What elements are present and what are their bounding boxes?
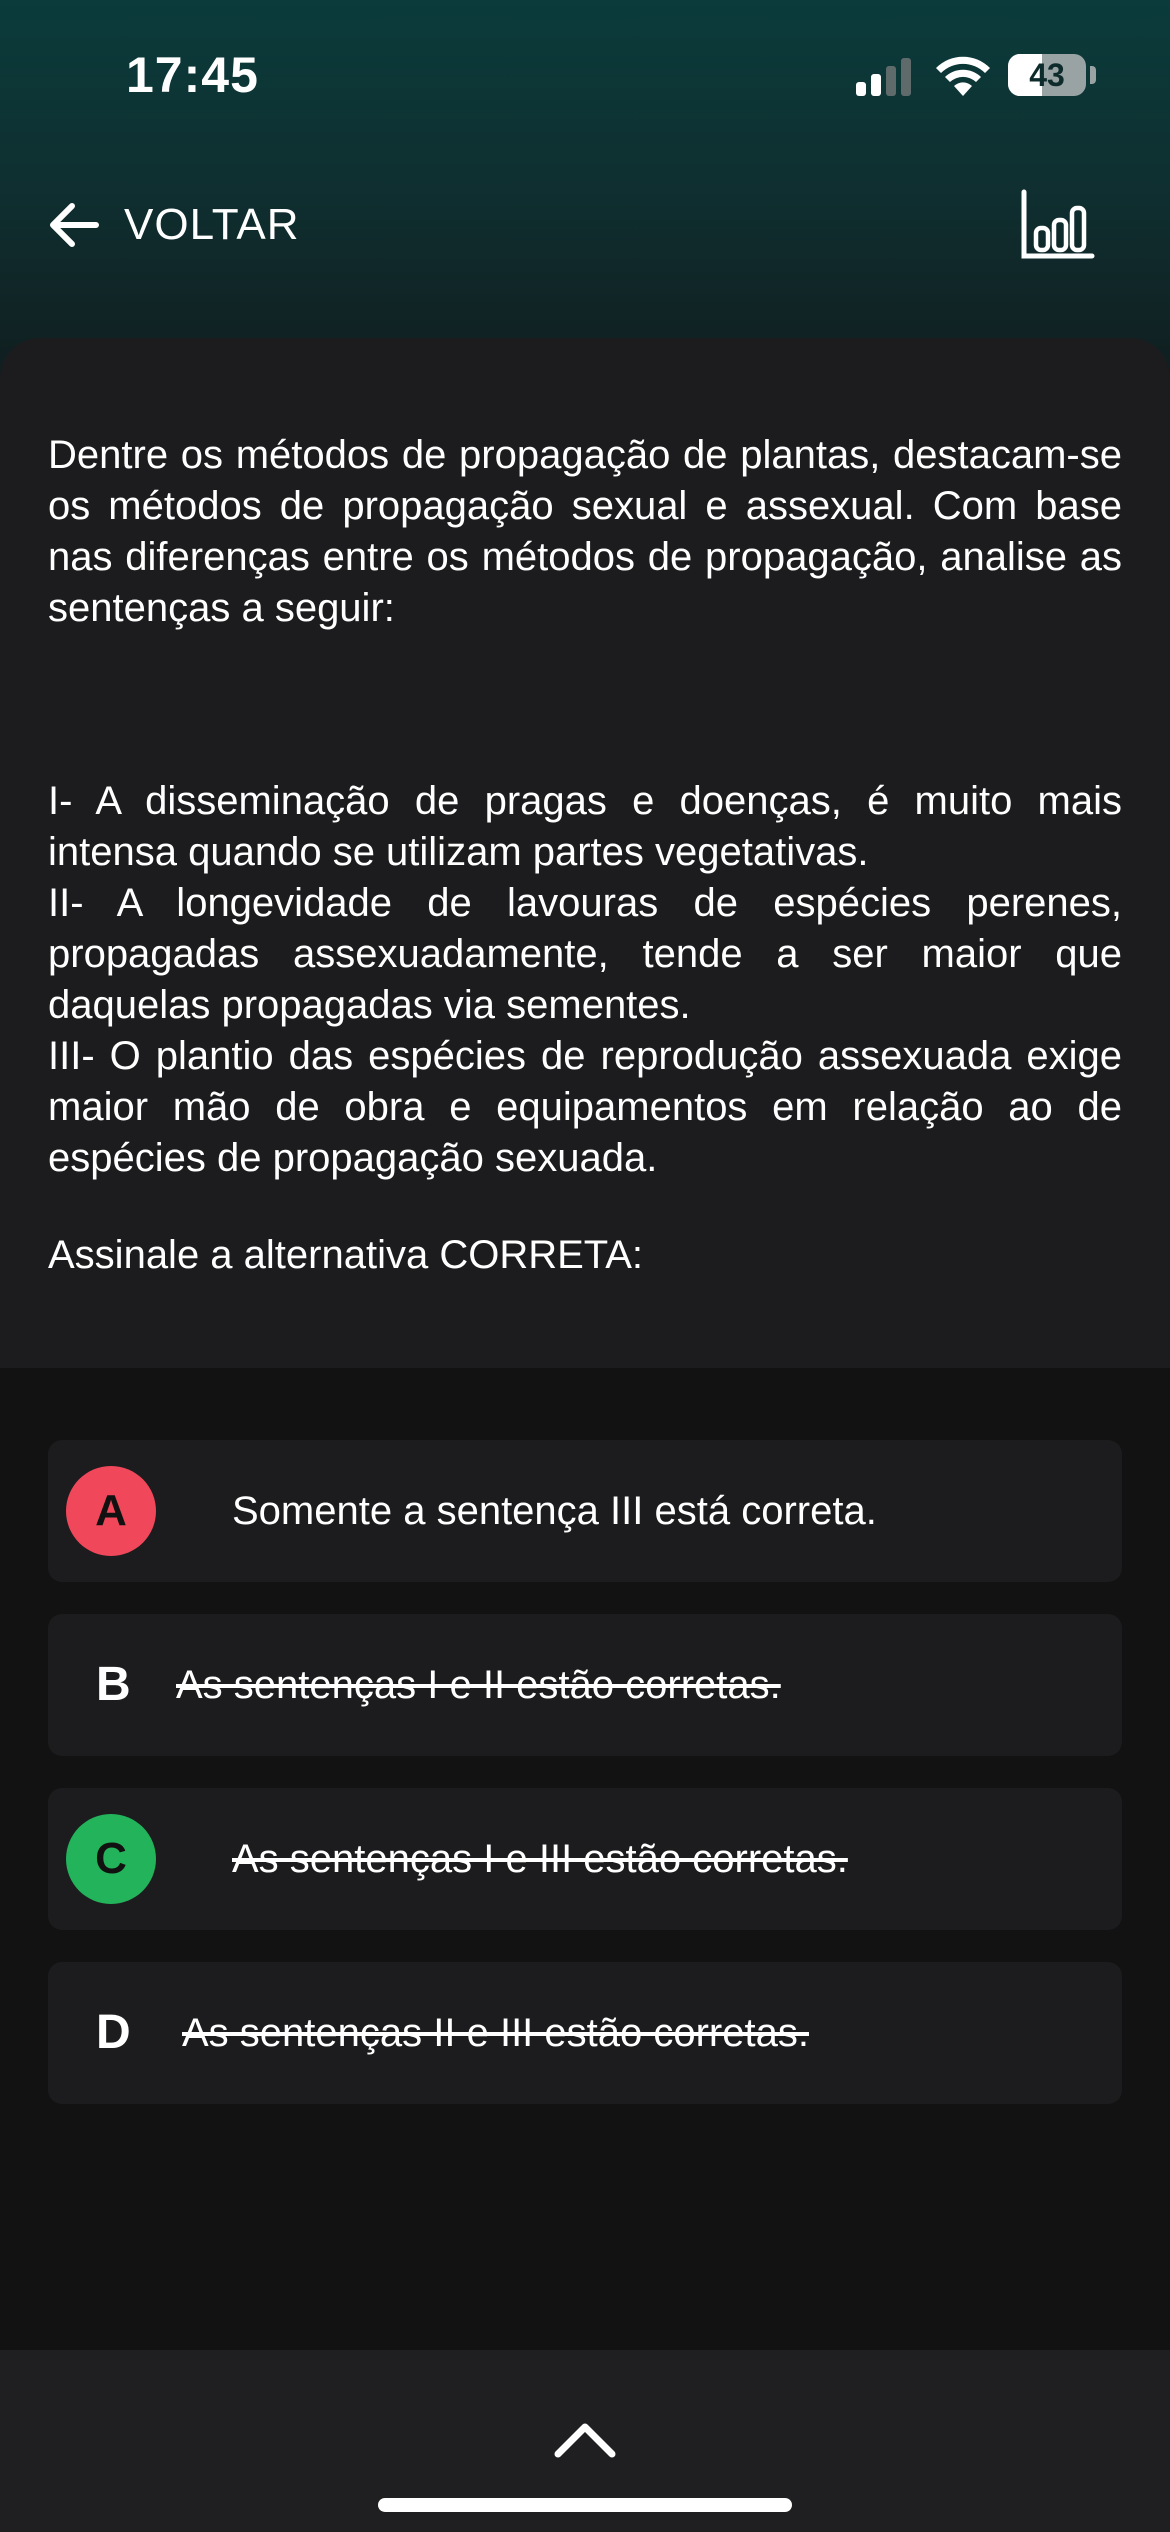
back-label: VOLTAR — [124, 200, 300, 249]
battery-cap — [1090, 66, 1096, 84]
question-card — [0, 338, 1170, 1368]
option-a[interactable] — [48, 1440, 1122, 1582]
option-c-letter: C — [66, 1814, 156, 1904]
battery-level: 43 — [1029, 57, 1065, 93]
option-b[interactable] — [48, 1614, 1122, 1756]
signal-bar — [871, 74, 881, 96]
signal-bar — [856, 82, 866, 96]
chevron-up-icon[interactable] — [554, 2420, 616, 2460]
statement-1: I- A disseminação de pragas e doenças, é muito mais intensa quando se utilizam partes vegetativas. — [48, 779, 1122, 874]
option-d-text: As sentenças II e III estão corretas. — [182, 2011, 809, 2055]
bottom-bar — [0, 2350, 1170, 2532]
signal-bar — [886, 66, 896, 96]
cellular-signal-icon — [856, 58, 912, 96]
question-instruction: Assinale a alternativa CORRETA: — [48, 1233, 644, 1277]
home-indicator — [378, 2498, 792, 2512]
arrow-left-icon — [44, 195, 104, 255]
option-a-text: Somente a sentença III está correta. — [232, 1489, 877, 1533]
statement-3: III- O plantio das espécies de reprodução assexuada exige maior mão de obra e equipamentos em relação ao de espécies de propagação sexuada. — [48, 1034, 1122, 1180]
question-intro: Dentre os métodos de propagação de plantas, destacam-se os métodos de propagação sexual e assexual. Com base nas diferenças entre os métodos de propagação, analise as sentenças a seguir: — [48, 433, 1122, 630]
status-bar — [0, 0, 1170, 150]
battery-icon — [1008, 54, 1086, 96]
bar-chart-icon[interactable] — [1020, 186, 1096, 262]
option-b-text: As sentenças I e II estão corretas. — [176, 1663, 781, 1707]
option-d[interactable] — [48, 1962, 1122, 2104]
option-c[interactable] — [48, 1788, 1122, 1930]
status-time: 17:45 — [126, 47, 259, 103]
option-c-text: As sentenças I e III estão corretas. — [232, 1837, 848, 1881]
statements-list — [48, 776, 1122, 1184]
back-button[interactable] — [44, 190, 300, 260]
signal-bar — [901, 58, 911, 96]
option-b-letter: B — [96, 1658, 131, 1711]
wifi-icon — [934, 54, 992, 98]
statement-2: II- A longevidade de lavouras de espécies perenes, propagadas assexuadamente, tende a ser maior que daquelas propagadas via sementes. — [48, 881, 1122, 1027]
option-a-letter: A — [66, 1466, 156, 1556]
option-d-letter: D — [96, 2006, 131, 2059]
